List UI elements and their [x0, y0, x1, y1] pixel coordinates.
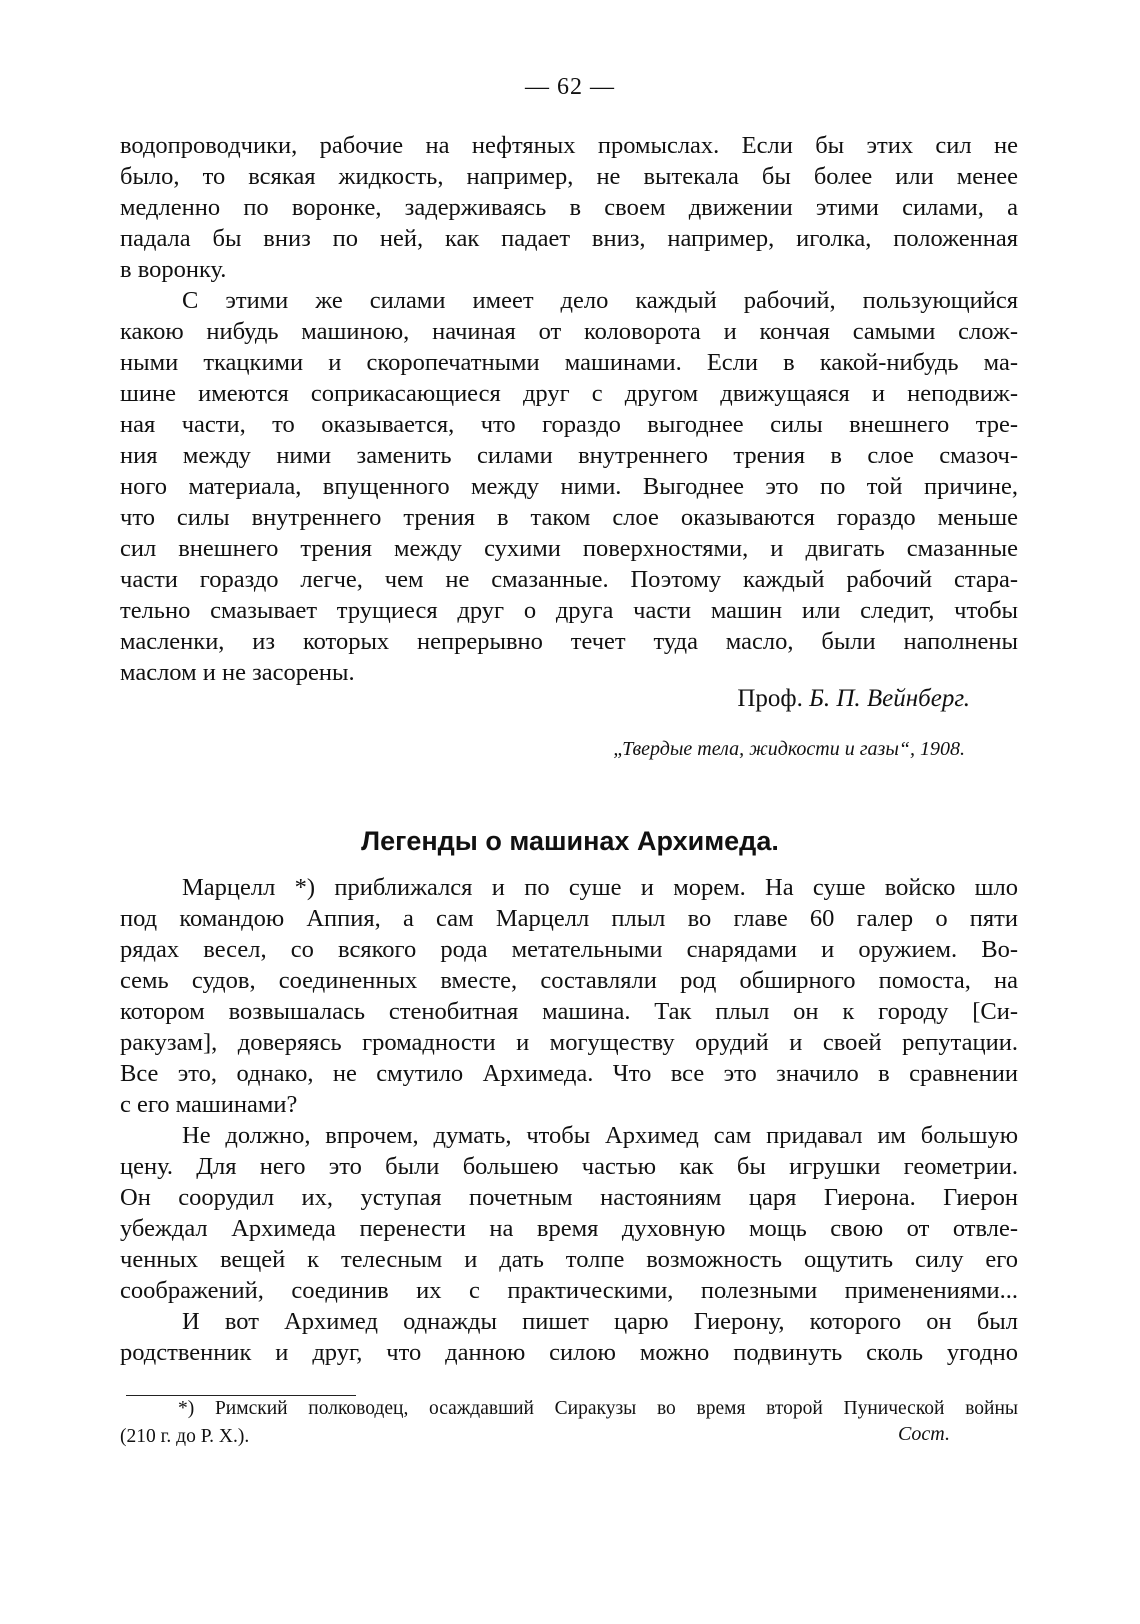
text-line: убеждал Архимеда перенести на время духовную мощь свою от отвле-: [120, 1215, 1018, 1242]
text-line: маслом и не засорены.: [120, 659, 355, 686]
footnote-line: *) Римский полководец, осаждавший Сиракузы во время второй Пунической войны: [178, 1398, 1018, 1419]
text-line: масленки, из которых непрерывно течет туда масло, были наполнены: [120, 628, 1018, 655]
text-line: медленно по воронке, задерживаясь в своем движении этими силами, а: [120, 194, 1018, 221]
text-line: родственник и друг, что данною силою можно подвинуть сколь угодно: [120, 1339, 1018, 1366]
paragraph-start: Не должно, впрочем, думать, чтобы Архимед сам придавал им большую: [182, 1122, 1018, 1149]
text-line: сил внешнего трения между сухими поверхностями, и двигать смазанные: [120, 535, 1018, 562]
text-line: было, то всякая жидкость, например, не вытекала бы более или менее: [120, 163, 1018, 190]
text-line: какою нибудь машиною, начиная от коловорота и кончая самыми слож-: [120, 318, 1018, 345]
text-line: ного материала, впущенного между ними. Выгоднее это по той причине,: [120, 473, 1018, 500]
text-line: падала бы вниз по ней, как падает вниз, например, иголка, положенная: [120, 225, 1018, 252]
text-line: Все это, однако, не смутило Архимеда. Что все это значило в сравнении: [120, 1060, 1018, 1087]
text-line: цену. Для него это были большею частью как бы игрушки геометрии.: [120, 1153, 1018, 1180]
text-line: котором возвышалась стенобитная машина. Так плыл он к городу [Си-: [120, 998, 1018, 1025]
paragraph-start: С этими же силами имеет дело каждый рабочий, пользующийся: [182, 287, 1018, 314]
text-line: что силы внутреннего трения в таком слое оказываются гораздо меньше: [120, 504, 1018, 531]
text-line: шине имеются соприкасающиеся друг с другом движущаяся и неподвиж-: [120, 380, 1018, 407]
text-line: семь судов, соединенных вместе, составляли род обширного помоста, на: [120, 967, 1018, 994]
text-line: части гораздо легче, чем не смазанные. Поэтому каждый рабочий стара-: [120, 566, 1018, 593]
author-signature: [737, 685, 970, 713]
footnote-line: (210 г. до Р. Х.).: [120, 1426, 250, 1447]
section-title: Легенды о машинах Архимеда.: [361, 826, 779, 856]
text-line: ния между ними заменить силами внутреннего трения в слое смазоч-: [120, 442, 1018, 469]
paragraph-start: Марцелл *) приближался и по суше и морем. На суше войско шло: [182, 874, 1018, 901]
text-line: ченных вещей к телесным и дать толпе возможность ощутить силу его: [120, 1246, 1018, 1273]
text-line: ная части, то оказывается, что гораздо выгоднее силы внешнего тре-: [120, 411, 1018, 438]
text-line: соображений, соединив их с практическими, полезными применениями...: [120, 1277, 1018, 1304]
paragraph-start: И вот Архимед однажды пишет царю Гиерону, которого он был: [182, 1308, 1018, 1335]
text-line: тельно смазывает трущиеся друг о друга части машин или следит, чтобы: [120, 597, 1018, 624]
footnote-author: Сост.: [897, 1423, 950, 1445]
text-line: под командою Аппия, а сам Марцелл плыл во главе 60 галер о пяти: [120, 905, 1018, 932]
text-line: с его машинами?: [120, 1091, 298, 1118]
text-line: в воронку.: [120, 256, 227, 283]
text-line: ными ткацкими и скоропечатными машинами. Если в какой-нибудь ма-: [120, 349, 1018, 376]
text-line: водопроводчики, рабочие на нефтяных промыслах. Если бы этих сил не: [120, 132, 1018, 159]
signature-prefix: Проф.: [737, 685, 803, 712]
signature-name: Б. П. Вейнберг.: [809, 685, 970, 712]
text-line: ракузам], доверяясь громадности и могуществу орудий и своей репутации.: [120, 1029, 1018, 1056]
text-line: Он соорудил их, уступая почетным настояниям царя Гиерона. Гиерон: [120, 1184, 1018, 1211]
page-number: — 62 —: [525, 74, 615, 100]
source-citation: „Твердые тела, жидкости и газы“, 1908.: [613, 738, 965, 760]
text-line: рядах весел, со всякого рода метательными снарядами и оружием. Во-: [120, 936, 1018, 963]
